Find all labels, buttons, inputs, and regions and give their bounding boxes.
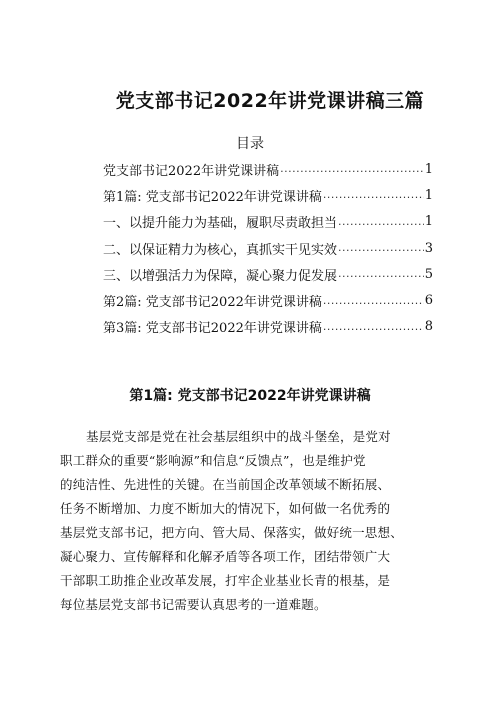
paragraph-line: 凝心聚力、宣传解释和化解矛盾等各项工作，团结带领广大	[60, 549, 391, 564]
document-title: 党支部书记2022年讲党课讲稿三篇	[115, 90, 425, 112]
paragraph-line: 每位基层党支部书记需要认真思考的一道难题。	[60, 597, 327, 612]
paragraph-line: 基层党支部书记，把方向、管大局、保落实，做好统一思想、	[60, 525, 403, 540]
toc-entry-page: 6	[424, 293, 433, 309]
paragraph-line: 基层党支部是党在社会基层组织中的战斗堡垒，是党对	[86, 429, 391, 444]
toc-entry[interactable]	[103, 182, 433, 208]
toc-entry[interactable]	[103, 209, 433, 235]
paragraph-line: 的纯洁性、先进性的关键。在当前国企改革领域不断拓展、	[60, 477, 391, 492]
toc-leader-dots	[338, 266, 424, 282]
toc-leader-dots	[280, 161, 424, 177]
toc-heading: 目录	[236, 136, 264, 152]
toc-entry[interactable]	[103, 287, 433, 313]
toc-leader-dots	[338, 214, 424, 230]
table-of-contents	[103, 156, 433, 340]
toc-entry-text: 第3篇: 党支部书记2022年讲党课讲稿	[103, 321, 322, 337]
toc-leader-dots	[323, 319, 424, 335]
toc-entry[interactable]	[103, 314, 433, 340]
toc-leader-dots	[323, 293, 424, 309]
toc-entry[interactable]	[103, 261, 433, 287]
toc-leader-dots	[338, 240, 424, 256]
paragraph-line: 干部职工助推企业改革发展，打牢企业基业长青的根基，是	[60, 573, 391, 588]
toc-leader-dots	[323, 187, 424, 203]
toc-entry-page: 3	[424, 240, 433, 256]
toc-entry-text: 党支部书记2022年讲党课讲稿	[103, 163, 280, 179]
toc-entry-page: 1	[424, 161, 433, 177]
toc-entry-text: 三、以增强活力为保障，凝心聚力促发展	[103, 268, 338, 284]
toc-entry-page: 1	[424, 214, 433, 230]
toc-entry-page: 5	[424, 266, 433, 282]
toc-entry-text: 第1篇: 党支部书记2022年讲党课讲稿	[103, 189, 322, 205]
toc-entry-text: 第2篇: 党支部书记2022年讲党课讲稿	[103, 295, 322, 311]
section-title: 第1篇: 党支部书记2022年讲党课讲稿	[129, 388, 371, 404]
paragraph-line: 职工群众的重要“影响源”和信息“反馈点”，也是维护党	[60, 453, 366, 468]
toc-entry[interactable]	[103, 235, 433, 261]
paragraph-line: 任务不断增加、力度不断加大的情况下，如何做一名优秀的	[60, 501, 391, 516]
toc-entry[interactable]	[103, 156, 433, 182]
toc-entry-page: 1	[424, 187, 433, 203]
toc-entry-text: 一、以提升能力为基础，履职尽责敢担当	[103, 216, 338, 232]
toc-entry-page: 8	[424, 319, 433, 335]
toc-entry-text: 二、以保证精力为核心，真抓实干见实效	[103, 242, 338, 258]
